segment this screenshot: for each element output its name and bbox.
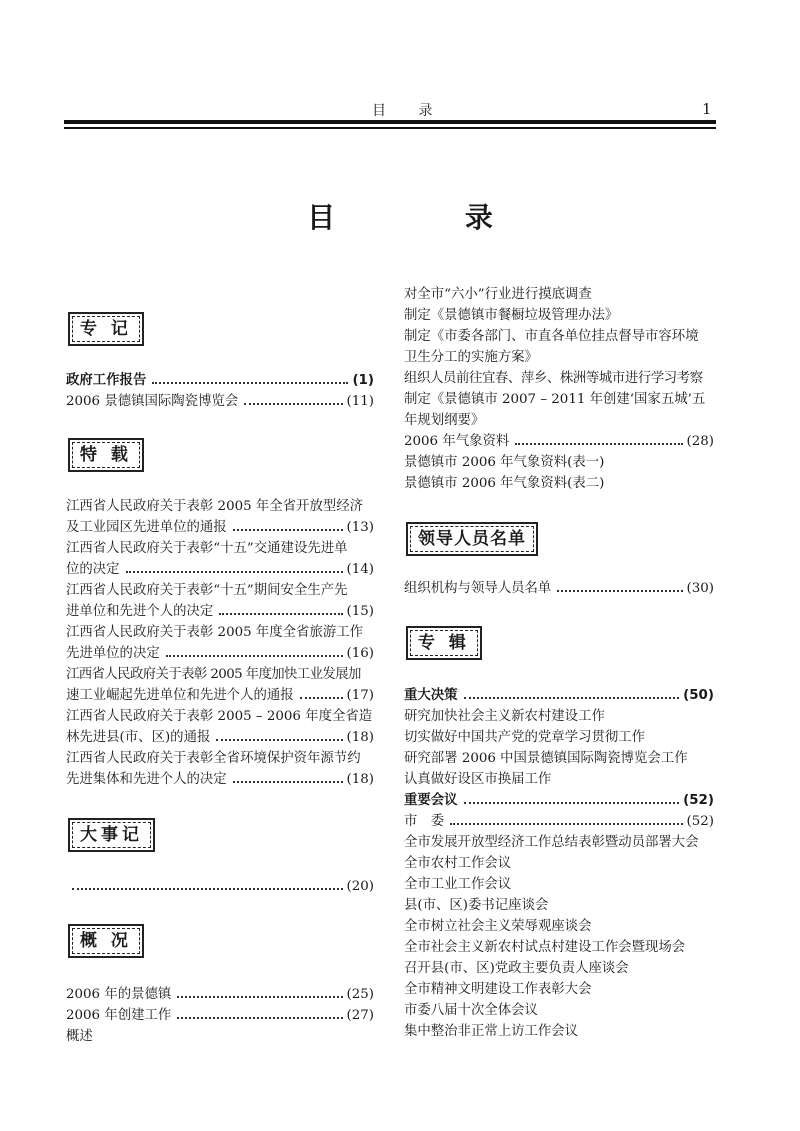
- toc-subitem[interactable]: 制定《景德镇市 2007 – 2011 年创建‘国家五城’五: [404, 392, 706, 407]
- toc-entry[interactable]: 先进集体和先进个人的决定 (18): [66, 772, 374, 787]
- toc-subitem[interactable]: 年规划纲要》: [404, 413, 485, 428]
- header-rule-thin: [64, 127, 716, 129]
- toc-subitem[interactable]: 全市社会主义新农村试点村建设工作会暨现场会: [404, 940, 686, 955]
- toc-subitem[interactable]: 县(市、区)委书记座谈会: [404, 898, 549, 913]
- running-title: 目 录: [372, 103, 447, 119]
- toc-entry[interactable]: 重要会议 (52): [404, 793, 714, 808]
- toc-subitem[interactable]: 市委八届十次全体会议: [404, 1003, 538, 1018]
- toc-subitem[interactable]: 制定《景德镇市餐橱垃圾管理办法》: [404, 308, 619, 323]
- section-heading-zhuanji2: 专 辑: [406, 626, 482, 660]
- toc-subitem[interactable]: 研究加快社会主义新农村建设工作: [404, 709, 605, 724]
- toc-subitem[interactable]: 召开县(市、区)党政主要负责人座谈会: [404, 961, 629, 976]
- toc-entry-line[interactable]: 江西省人民政府关于表彰“十五”交通建设先进单: [66, 541, 348, 556]
- toc-entry-line[interactable]: 江西省人民政府关于表彰“十五”期间安全生产先: [66, 583, 348, 598]
- toc-subitem[interactable]: 对全市“六小”行业进行摸底调查: [404, 287, 592, 302]
- toc-subitem[interactable]: 认真做好设区市换届工作: [404, 772, 552, 787]
- toc-entry[interactable]: 速工业崛起先进单位和先进个人的通报 (17): [66, 688, 374, 703]
- toc-subitem[interactable]: 全市树立社会主义荣辱观座谈会: [404, 919, 592, 934]
- toc-entry[interactable]: 市 委 (52): [404, 814, 714, 829]
- toc-subitem[interactable]: 集中整治非正常上访工作会议: [404, 1024, 579, 1039]
- toc-entry[interactable]: 位的决定 (14): [66, 562, 374, 577]
- toc-entry[interactable]: 政府工作报告 (1): [66, 373, 374, 388]
- toc-subitem[interactable]: 全市农村工作会议: [404, 856, 512, 871]
- section-heading-dashiji: 大事记: [68, 818, 155, 852]
- toc-subitem[interactable]: 全市发展开放型经济工作总结表彰暨动员部署大会: [404, 835, 699, 850]
- toc-subitem[interactable]: 全市工业工作会议: [404, 877, 512, 892]
- toc-subitem[interactable]: 制定《市委各部门、市直各单位挂点督导市容环境: [404, 329, 699, 344]
- toc-subitem[interactable]: 景德镇市 2006 年气象资料(表二): [404, 476, 605, 491]
- toc-entry[interactable]: 2006 年的景德镇 (25): [66, 987, 374, 1002]
- toc-entry-line[interactable]: 江西省人民政府关于表彰 2005 – 2006 年度全省造: [66, 709, 373, 724]
- section-heading-tezai: 特 载: [68, 438, 144, 472]
- toc-entry[interactable]: 先进单位的决定 (16): [66, 646, 374, 661]
- toc-entry[interactable]: 重大决策 (50): [404, 688, 714, 703]
- section-heading-gaikuang: 概 况: [68, 924, 144, 958]
- section-heading-lingdao: 领导人员名单: [406, 522, 538, 556]
- section-heading-zhuanji: 专 记: [68, 312, 144, 346]
- toc-subitem[interactable]: 研究部署 2006 中国景德镇国际陶瓷博览会工作: [404, 751, 688, 766]
- toc-entry-line[interactable]: 江西省人民政府关于表彰 2005 年全省开放型经济: [66, 499, 364, 514]
- toc-entry[interactable]: 组织机构与领导人员名单 (30): [404, 581, 714, 596]
- page-title: 目 录: [307, 201, 553, 234]
- toc-entry[interactable]: (20): [66, 876, 374, 898]
- toc-entry-line[interactable]: 江西省人民政府关于表彰 2005 年度加快工业发展加: [66, 667, 361, 682]
- toc-subitem[interactable]: 卫生分工的实施方案》: [404, 350, 538, 365]
- toc-subitem[interactable]: 组织人员前往宜春、萍乡、株洲等城市进行学习考察: [404, 371, 703, 386]
- toc-entry[interactable]: 林先进县(市、区)的通报 (18): [66, 730, 374, 745]
- toc-entry[interactable]: 进单位和先进个人的决定 (15): [66, 604, 374, 619]
- toc-entry[interactable]: 及工业园区先进单位的通报 (13): [66, 520, 374, 535]
- toc-entry-line[interactable]: 江西省人民政府关于表彰全省环境保护资年源节约: [66, 751, 361, 766]
- toc-entry[interactable]: 2006 年创建工作 (27): [66, 1008, 374, 1023]
- toc-entry[interactable]: 2006 年气象资料 (28): [404, 434, 714, 449]
- toc-subitem[interactable]: 切实做好中国共产党的党章学习贯彻工作: [404, 730, 646, 745]
- toc-entry[interactable]: 2006 景德镇国际陶瓷博览会 (11): [66, 394, 374, 409]
- toc-entry-line[interactable]: 江西省人民政府关于表彰 2005 年度全省旅游工作: [66, 625, 364, 640]
- toc-subitem[interactable]: 全市精神文明建设工作表彰大会: [404, 982, 592, 997]
- page-number: 1: [702, 100, 712, 118]
- toc-subitem[interactable]: 景德镇市 2006 年气象资料(表一): [404, 455, 605, 470]
- header-rule-thick: [64, 120, 716, 124]
- toc-entry[interactable]: 概述: [66, 1029, 93, 1044]
